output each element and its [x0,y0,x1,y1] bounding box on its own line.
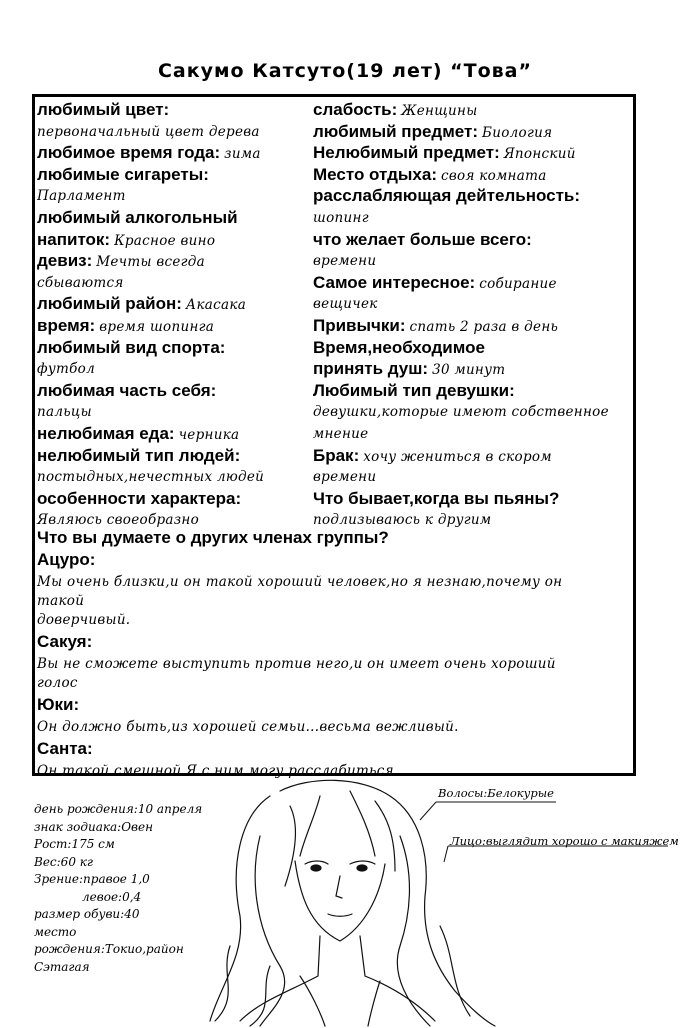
field-value: хочу жениться в скором [363,448,552,465]
hair-annotation: Волосы:Белокурые [438,786,554,800]
field-value: времени [313,469,377,486]
member-name: Ацуро: [37,550,96,569]
field-value: собирание [479,275,557,292]
field-value: сбываются [37,274,124,291]
field-value: черника [178,427,240,443]
field-value: спать 2 раза в день [409,319,559,335]
field-label: любимая часть себя: [37,380,217,400]
group-question: Что вы думаете о других членах группы? [37,528,389,547]
member-name: Сакуя: [37,632,93,651]
field-label: Что бывает,когда вы пьяны? [313,488,560,508]
field-label: нелюбимая еда: [37,424,175,443]
field-value: пальцы [37,404,92,421]
field-label: девиз: [37,251,93,271]
field-label: любимое время года: [37,143,221,163]
field-value: Японский [503,146,576,163]
field-value: Акасака [185,297,247,314]
face-annotation: Лицо:выглядит хорошо с макияжем [450,834,679,848]
stat-line: размер обуви:40 [34,907,140,921]
member-name: Санта: [37,739,93,758]
field-label: любимый предмет: [313,121,479,141]
stat-line: Зрение:правое 1,0 [34,872,150,886]
field-label: Место отдыха: [313,164,437,184]
stat-line: день рождения:10 апреля [34,802,203,816]
stat-line: знак зодиака:Овен [34,819,154,834]
field-value: времени [313,253,377,270]
field-label: любимый алкогольный [37,208,238,227]
field-label: Любимый тип девушки: [313,380,515,400]
field-value: своя комната [441,167,547,184]
member-comment: Он должно быть,из хорошей семьи...весьма вежливый. [37,719,459,735]
field-value: зима [224,146,261,163]
member-comment: такой [37,593,85,609]
field-value: футбол [37,361,95,378]
member-name: Юки: [37,695,80,714]
field-value: шопинг [313,210,369,226]
field-label: Самое интересное: [313,272,476,292]
member-comment: голос [37,675,78,691]
member-comment: Он такой смешной.Я с ним могу расслабиться [37,763,394,779]
field-value: девушки,которые имеют собственное [313,404,609,421]
field-value: Красное вино [114,232,216,249]
field-value: время шопинга [99,319,215,335]
field-label: любимый вид спорта: [37,337,226,357]
field-value: Мечты всегда [96,254,205,271]
stat-line: левое:0,4 [82,889,142,904]
field-label: время: [37,316,96,335]
field-label: Время,необходимое [313,337,485,357]
field-value: Парламент [37,188,126,205]
field-value: постыдных,нечестных людей [37,469,265,486]
field-label: напиток: [37,229,111,249]
field-value: Являюсь своеобразно [37,512,200,529]
member-comment: Вы не сможете выступить против него,и он имеет очень хороший [37,656,556,672]
field-label: Брак: [313,445,360,465]
stat-line: Сэтагая [34,959,90,974]
page-title: Сакумо Катсуто(19 лет) “Това” [157,60,532,82]
field-value: Биология [482,124,553,141]
field-label: любимый район: [37,294,182,314]
field-value: первоначальный цвет дерева [37,123,260,140]
field-label: нелюбимый тип людей: [37,445,241,465]
field-label: любимый цвет: [37,100,170,119]
field-label: особенности характера: [37,488,242,508]
stat-line: место [34,924,77,939]
field-value: 30 минут [432,362,506,379]
member-comment: доверчивый. [37,612,131,628]
field-label: слабость: [313,100,398,119]
field-value: Женщины [401,103,478,119]
field-label: любимые сигареты: [37,164,209,184]
field-label: принять душ: [313,359,429,379]
stat-line: рождения:Токио,район [34,942,184,956]
field-label: расслабляющая дейтельность: [313,186,581,206]
field-value: подлизываюсь к другим [313,512,492,529]
field-value: мнение [313,426,369,442]
field-label: Нелюбимый предмет: [313,143,500,163]
field-label: Привычки: [313,316,406,335]
field-value: вещичек [313,296,378,313]
member-comment: Мы очень близки,и он такой хороший человек,но я незнаю,почему он [37,574,563,590]
field-label: что желает больше всего: [313,229,532,249]
stat-line: Вес:60 кг [34,854,93,869]
stat-line: Рост:175 см [34,837,115,851]
